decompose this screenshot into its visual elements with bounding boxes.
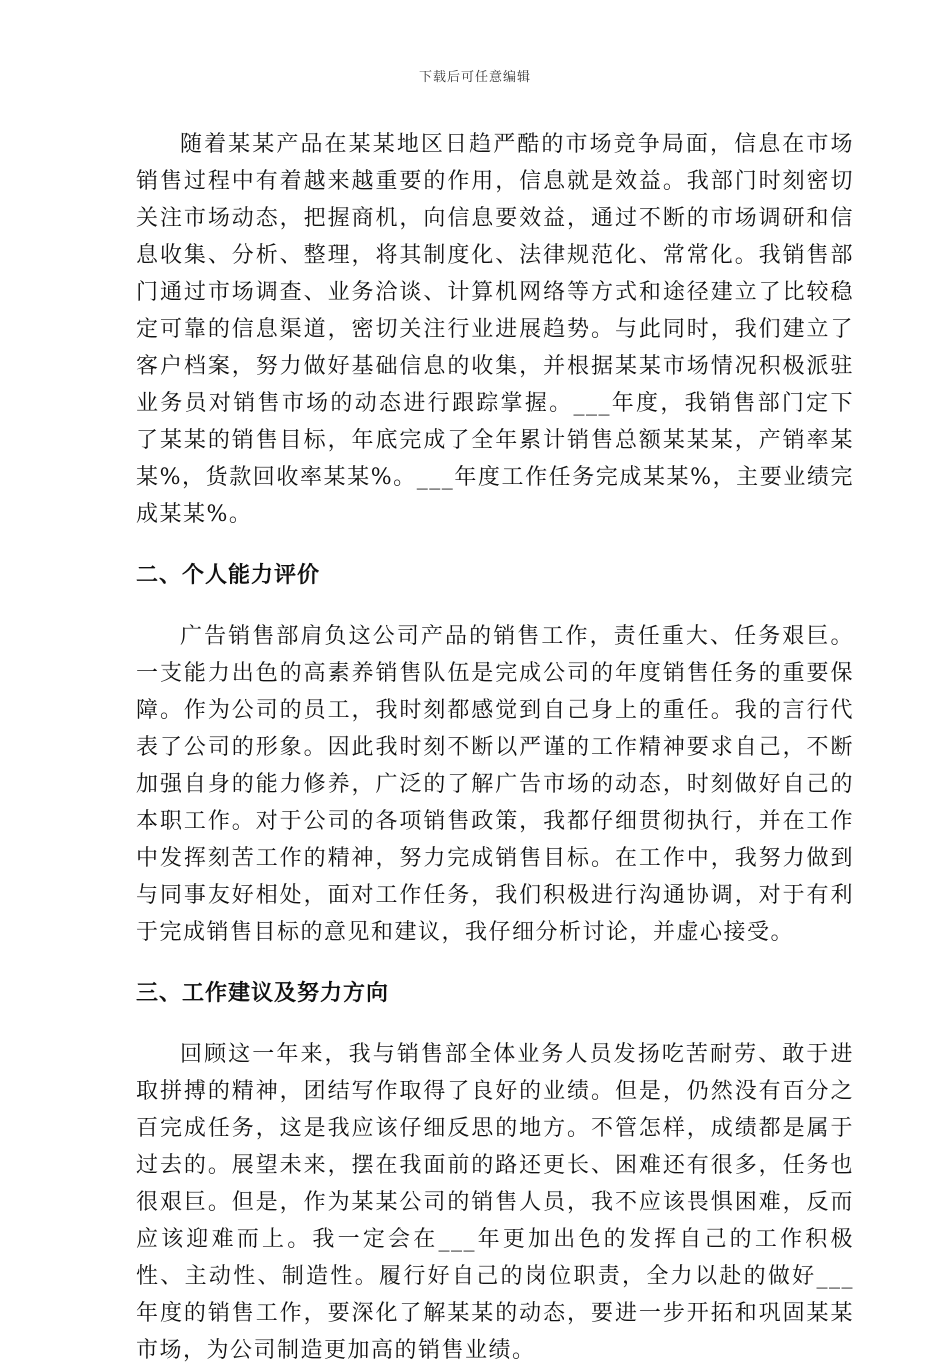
intro-paragraph: 随着某某产品在某某地区日趋严酷的市场竞争局面，信息在市场销售过程中有着越来越重要的作用，信息就是效益。我部门时刻密切关注市场动态，把握商机，向信息要效益，通过不断的市场调研和信息收集、分析、整理，将其制度化、法律规范化、常常化。我销售部门通过市场调查、业务洽谈、计算机网络等方式和途径建立了比较稳定可靠的信息渠道，密切关注行业进展趋势。与此同时，我们建立了客户档案，努力做好基础信息的收集，并根据某某市场情况积极派驻业务员对销售市场的动态进行跟踪掌握。___年度，我销售部门定下了某某的销售目标，年底完成了全年累计销售总额某某某，产销率某某%，货款回收率某某%。___年度工作任务完成某某%，主要业绩完成某某%。 — [136, 132, 854, 527]
spacer — [136, 533, 854, 557]
spacer — [136, 1012, 854, 1036]
section-heading-suggestions: 三、工作建议及努力方向 — [136, 980, 390, 1006]
document-body — [136, 126, 854, 1369]
spacer — [136, 951, 854, 975]
section-heading-ability: 二、个人能力评价 — [136, 562, 321, 588]
ability-paragraph: 广告销售部肩负这公司产品的销售工作，责任重大、任务艰巨。一支能力出色的高素养销售队伍是完成公司的年度销售任务的重要保障。作为公司的员工，我时刻都感觉到自己身上的重任。我的言行代表了公司的形象。因此我时刻不断以严谨的工作精神要求自己，不断加强自身的能力修养，广泛的了解广告市场的动态，时刻做好自己的本职工作。对于公司的各项销售政策，我都仔细贯彻执行，并在工作中发挥刻苦工作的精神，努力完成销售目标。在工作中，我努力做到与同事友好相处，面对工作任务，我们积极进行沟通协调，对于有利于完成销售目标的意见和建议，我仔细分析讨论，并虚心接受。 — [136, 624, 854, 945]
spacer — [136, 594, 854, 618]
suggestions-paragraph: 回顾这一年来，我与销售部全体业务人员发扬吃苦耐劳、敢于进取拼搏的精神，团结写作取得了良好的业绩。但是，仍然没有百分之百完成任务，这是我应该仔细反思的地方。不管怎样，成绩都是属于过去的。展望未来，摆在我面前的路还更长、困难还有很多，任务也很艰巨。但是，作为某某公司的销售人员，我不应该畏惧困难，反而应该迎难而上。我一定会在___年更加出色的发挥自己的工作积极性、主动性、制造性。履行好自己的岗位职责，全力以赴的做好___年度的销售工作，要深化了解某某的动态，要进一步开拓和巩固某某市场，为公司制造更加高的销售业绩。 — [136, 1042, 854, 1363]
header-note: 下载后可任意编辑 — [418, 70, 531, 85]
